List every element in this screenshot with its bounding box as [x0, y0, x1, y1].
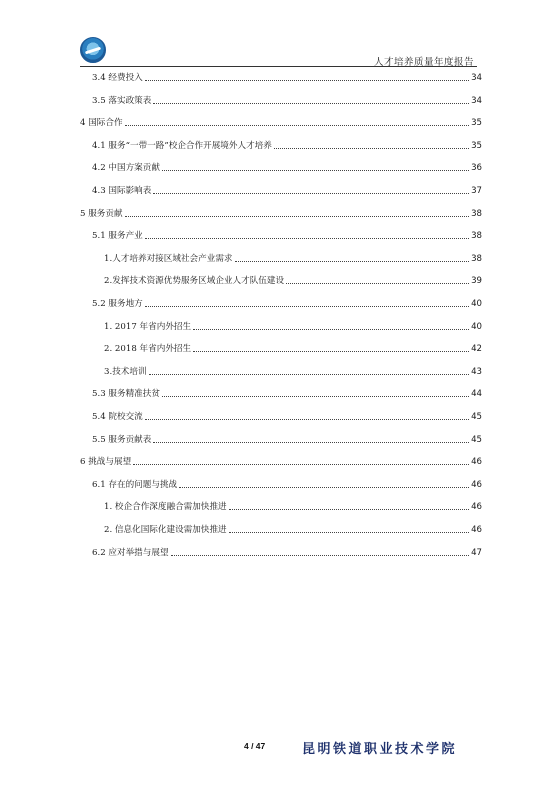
toc-entry-title: 5.5 服务贡献表 [92, 434, 152, 445]
toc-leader-dots [286, 283, 469, 284]
toc-entry[interactable] [80, 183, 482, 197]
toc-leader-dots [162, 170, 469, 171]
toc-entry[interactable] [80, 115, 482, 129]
toc-entry-title: 6.1 存在的问题与挑战 [92, 479, 178, 490]
toc-leader-dots [145, 238, 469, 239]
toc-entry-title: 6 挑战与展望 [80, 457, 132, 468]
toc-entry[interactable] [80, 341, 482, 355]
toc-entry-page: 43 [471, 366, 482, 377]
toc-entry-page: 35 [471, 140, 482, 151]
toc-entry[interactable] [80, 296, 482, 310]
toc-leader-dots [145, 80, 469, 81]
toc-entry[interactable] [80, 522, 482, 536]
page-footer [0, 738, 557, 756]
toc-leader-dots [235, 261, 470, 262]
page-number: 4 / 47 [244, 741, 266, 751]
toc-entry-title: 4.3 国际影响表 [92, 186, 152, 196]
toc-entry-page: 38 [471, 208, 482, 219]
toc-entry-title: 2.发挥技术资源优势服务区域企业人才队伍建设 [104, 276, 285, 287]
toc-entry-title: 5.2 服务地方 [92, 299, 143, 309]
toc-entry[interactable] [80, 160, 482, 174]
toc-entry-page: 39 [471, 276, 482, 287]
toc-entry[interactable] [80, 432, 482, 446]
toc-entry-page: 40 [471, 321, 482, 332]
header-divider [80, 66, 477, 67]
toc-leader-dots [145, 306, 469, 307]
toc-entry-title: 1. 校企合作深度融合需加快推进 [104, 502, 227, 513]
toc-entry-page: 46 [471, 525, 482, 535]
toc-leader-dots [125, 216, 469, 217]
toc-leader-dots [229, 509, 469, 510]
toc-entry-page: 37 [471, 186, 482, 196]
toc-leader-dots [145, 419, 469, 420]
toc-entry[interactable] [80, 251, 482, 265]
toc-entry[interactable] [80, 273, 482, 287]
toc-leader-dots [133, 464, 469, 465]
toc-entry-page: 34 [471, 95, 482, 106]
toc-leader-dots [179, 487, 469, 488]
toc-entry-page: 40 [471, 299, 482, 309]
toc-entry[interactable] [80, 477, 482, 491]
toc-entry-page: 46 [471, 457, 482, 468]
toc-entry-title: 3.技术培训 [104, 366, 147, 377]
toc-entry-page: 44 [471, 389, 482, 400]
toc-entry-page: 42 [471, 344, 482, 355]
toc-entry[interactable] [80, 228, 482, 242]
header-title: 人才培养质量年度报告 [373, 57, 474, 68]
toc-entry-title: 2. 2018 年省内外招生 [104, 344, 192, 355]
toc-entry-page: 46 [471, 479, 482, 490]
toc-entry-title: 6.2 应对举措与展望 [92, 547, 169, 558]
school-name: 昆明铁道职业技术学院 [302, 742, 458, 757]
toc-entry-page: 35 [471, 118, 482, 129]
toc-leader-dots [274, 148, 469, 149]
toc-entry[interactable] [80, 206, 482, 220]
school-logo [80, 37, 106, 63]
toc-entry-title: 1. 2017 年省内外招生 [104, 321, 192, 332]
toc-leader-dots [153, 103, 469, 104]
toc-entry-page: 38 [471, 253, 482, 264]
toc-entry-page: 45 [471, 412, 482, 422]
toc-entry-page: 46 [471, 502, 482, 513]
toc-entry[interactable] [80, 386, 482, 400]
toc-entry-title: 4.2 中国方案贡献 [92, 163, 160, 174]
toc-entry-title: 1.人才培养对接区域社会产业需求 [104, 253, 233, 264]
toc-leader-dots [149, 374, 469, 375]
toc-leader-dots [171, 555, 470, 556]
toc-leader-dots [229, 532, 469, 533]
toc-entry[interactable] [80, 138, 482, 152]
toc-leader-dots [193, 329, 469, 330]
toc-entry-title: 2. 信息化国际化建设需加快推进 [104, 525, 227, 535]
toc-entry[interactable] [80, 499, 482, 513]
toc-leader-dots [125, 125, 469, 126]
toc-entry-title: 5.3 服务精准扶贫 [92, 389, 160, 400]
toc-leader-dots [153, 193, 469, 194]
toc-entry-page: 47 [471, 547, 482, 558]
toc-entry-page: 38 [471, 231, 482, 242]
toc-leader-dots [153, 442, 469, 443]
toc-entry[interactable] [80, 319, 482, 333]
toc-entry[interactable] [80, 70, 482, 84]
toc-entry[interactable] [80, 409, 482, 423]
toc-entry-page: 34 [471, 73, 482, 83]
toc-leader-dots [193, 351, 469, 352]
toc-entry-title: 4 国际合作 [80, 118, 123, 129]
toc-entry[interactable] [80, 364, 482, 378]
toc-entry-title: 5.4 院校交流 [92, 412, 143, 422]
toc-entry-page: 36 [471, 163, 482, 174]
toc-entry-page: 45 [471, 434, 482, 445]
toc-entry[interactable] [80, 93, 482, 107]
toc-entry-title: 5 服务贡献 [80, 208, 123, 219]
toc-leader-dots [162, 396, 469, 397]
toc-entry-title: 5.1 服务产业 [92, 231, 143, 242]
toc-entry-title: 3.4 经费投入 [92, 73, 143, 83]
toc-entry-title: 3.5 落实政策表 [92, 95, 152, 106]
toc-entry-title: 4.1 服务“一带一路”校企合作开展境外人才培养 [92, 140, 272, 151]
toc-entry[interactable] [80, 545, 482, 559]
toc-entry[interactable] [80, 454, 482, 468]
